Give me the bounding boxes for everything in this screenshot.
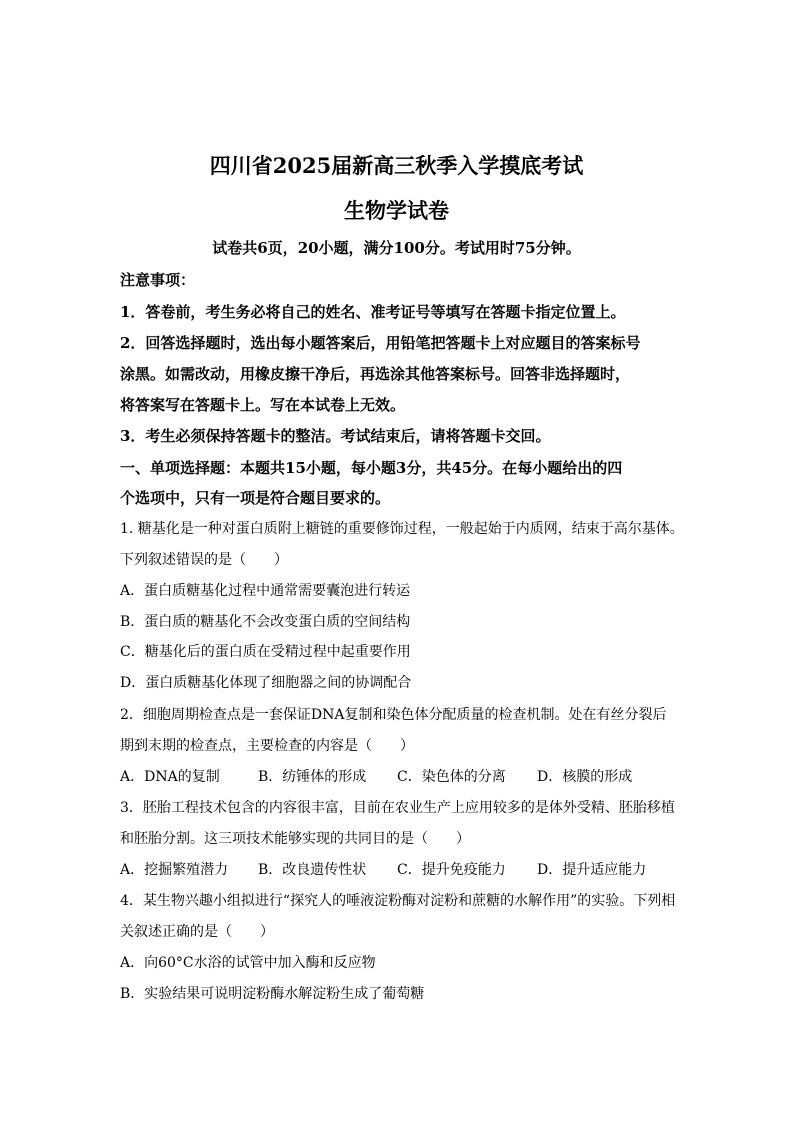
option-b: B．纺锤体的形成 bbox=[258, 769, 367, 785]
option-b: B．改良遗传性状 bbox=[258, 862, 367, 878]
notice-line: 3．考生必须保持答题卡的整洁。考试结束后，请将答题卡交回。 bbox=[120, 427, 551, 445]
option-c: C．染色体的分离 bbox=[397, 769, 506, 785]
question-stem: 1. 糖基化是一种对蛋白质附上糖链的重要修饰过程，一般起始于内质网，结束于高尔基体。 bbox=[120, 521, 684, 537]
option-c: C．提升免疫能力 bbox=[397, 862, 506, 878]
option-b: B．蛋白质的糖基化不会改变蛋白质的空间结构 bbox=[120, 614, 411, 630]
question-stem: 期到末期的检查点，主要检查的内容是（ ） bbox=[120, 738, 414, 754]
notice-line: 将答案写在答题卡上。写在本试卷上无效。 bbox=[120, 396, 406, 414]
question-stem: 下列叙述错误的是（ ） bbox=[120, 552, 288, 568]
notice-line: 1．答卷前，考生务必将自己的姓名、准考证号等填写在答题卡指定位置上。 bbox=[120, 303, 626, 321]
question-stem: 和胚胎分割。这三项技术能够实现的共同目的是（ ） bbox=[120, 831, 470, 847]
option-d: D．提升适应能力 bbox=[537, 862, 647, 878]
section-heading: 一、单项选择题：本题共15小题，每小题3分，共45分。在每小题给出的四 bbox=[120, 459, 623, 477]
question-stem: 3．胚胎工程技术包含的内容很丰富，目前在农业生产上应用较多的是体外受精、胚胎移植 bbox=[120, 800, 675, 816]
question-stem: 关叙述正确的是（ ） bbox=[120, 924, 274, 940]
question-stem: 2．细胞周期检查点是一套保证DNA复制和染色体分配质量的检查机制。处在有丝分裂后 bbox=[120, 707, 667, 723]
exam-meta: 试卷共6页，20小题，满分100分。考试用时75分钟。 bbox=[212, 239, 581, 257]
exam-title: 四川省2025届新高三秋季入学摸底考试 bbox=[209, 153, 584, 178]
option-b: B．实验结果可说明淀粉酶水解淀粉生成了葡萄糖 bbox=[120, 986, 425, 1002]
option-d: D．核膜的形成 bbox=[537, 769, 633, 785]
option-a: A．蛋白质糖基化过程中通常需要囊泡进行转运 bbox=[120, 583, 411, 599]
option-c: C．糖基化后的蛋白质在受精过程中起重要作用 bbox=[120, 644, 411, 660]
section-heading: 个选项中，只有一项是符合题目要求的。 bbox=[120, 489, 391, 507]
question-stem: 4．某生物兴趣小组拟进行“探究人的唾液淀粉酶对淀粉和蔗糖的水解作用”的实验。下列相 bbox=[120, 893, 676, 909]
notice-line: 涂黑。如需改动，用橡皮擦干净后，再选涂其他答案标号。回答非选择题时， bbox=[120, 365, 631, 383]
notice-heading: 注意事项： bbox=[120, 271, 196, 289]
option-a: A．挖掘繁殖潜力 bbox=[120, 862, 229, 878]
notice-line: 2．回答选择题时，选出每小题答案后，用铅笔把答题卡上对应题目的答案标号 bbox=[120, 334, 641, 352]
option-d: D．蛋白质糖基化体现了细胞器之间的协调配合 bbox=[120, 675, 412, 691]
option-a: A．DNA的复制 bbox=[120, 769, 220, 785]
exam-subtitle: 生物学试卷 bbox=[344, 198, 449, 223]
option-a: A．向60°C水浴的试管中加入酶和反应物 bbox=[120, 955, 376, 971]
